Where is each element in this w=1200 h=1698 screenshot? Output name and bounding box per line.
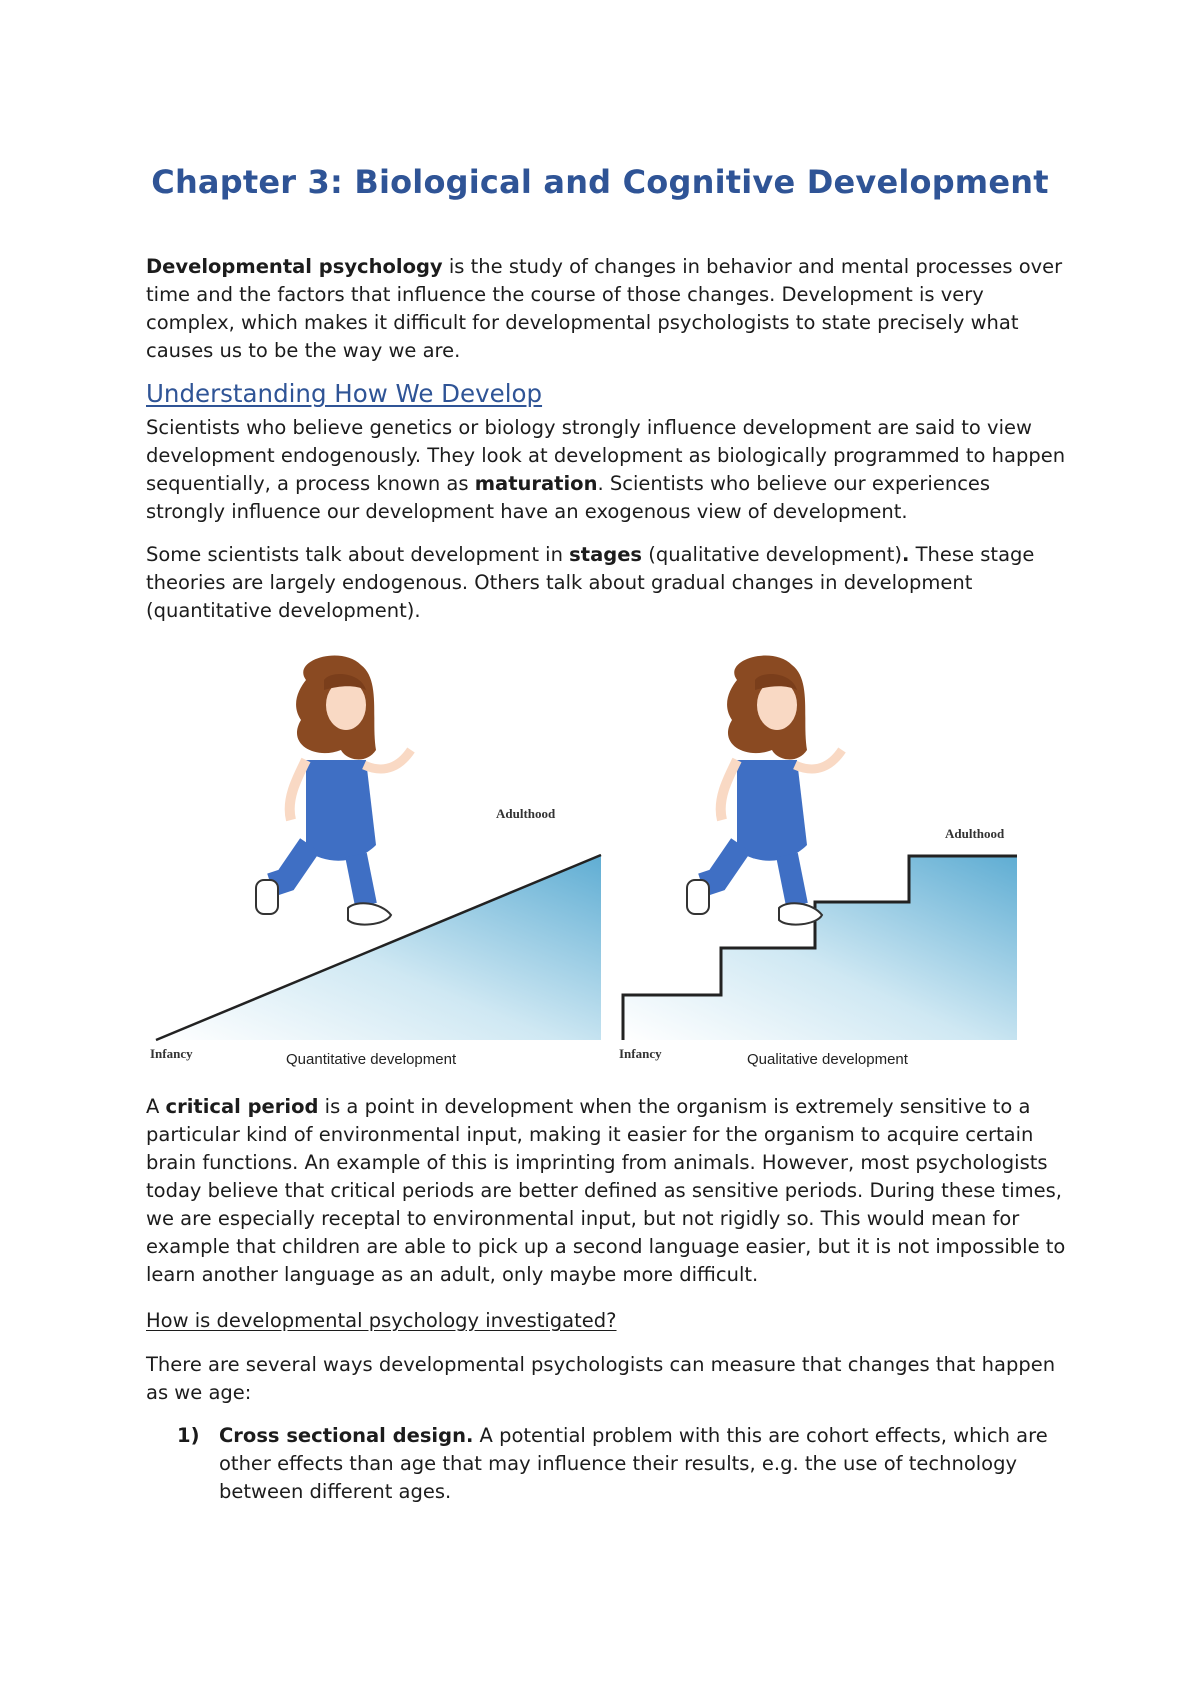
stages-text-c: These stage theories are largely endogenous. Others talk about gradual changes in development (quantitative development). <box>146 543 1035 622</box>
stages-paragraph <box>146 541 1066 625</box>
left-caption: Quantitative development <box>286 1051 457 1068</box>
stairs-fill <box>623 856 1017 1040</box>
list-item-term: Cross sectional design. <box>219 1424 474 1447</box>
maturation-text-a: Scientists who believe genetics or biology strongly influence development are said to view development endogenously. They look at development as biologically programmed to happen sequentially, a process known as <box>146 416 1066 495</box>
stages-dot: . <box>902 543 910 566</box>
critical-text-a: A <box>146 1095 166 1118</box>
maturation-term: maturation <box>474 472 598 495</box>
list-item-text: A potential problem with this are cohort effects, which are other effects than age that may influence their results, e.g. the use of technology between different ages. <box>219 1424 1048 1503</box>
stages-text-a: Some scientists talk about development in <box>146 543 570 566</box>
girl-walking-illustration <box>256 656 411 925</box>
right-infancy-label: Infancy <box>619 1046 662 1061</box>
investigation-subheading: How is developmental psychology investigated? <box>146 1309 617 1332</box>
girl-climbing-illustration <box>687 656 842 925</box>
qualitative-development-figure <box>617 640 1077 1070</box>
right-adulthood-label: Adulthood <box>945 826 1005 841</box>
right-caption: Qualitative development <box>747 1051 908 1068</box>
list-item <box>219 1422 1059 1506</box>
intro-term: Developmental psychology <box>146 255 443 278</box>
left-infancy-label: Infancy <box>150 1046 193 1061</box>
section-heading-understanding: Understanding How We Develop <box>146 379 543 408</box>
investigation-intro: There are several ways developmental psychologists can measure that changes that happen as we age: <box>146 1353 1056 1404</box>
left-adulthood-label: Adulthood <box>496 806 556 821</box>
maturation-text-b: . Scientists who believe our experiences strongly influence our development have an exogenous view of development. <box>146 472 991 523</box>
stages-text-b: (qualitative development) <box>642 543 903 566</box>
maturation-paragraph <box>146 414 1066 526</box>
page-title: Chapter 3: Biological and Cognitive Development <box>151 163 1049 201</box>
critical-period-paragraph <box>146 1093 1066 1289</box>
list-item-number: 1) <box>177 1424 200 1447</box>
intro-text: is the study of changes in behavior and mental processes over time and the factors that influence the course of those changes. Development is very complex, which makes it difficult for developmental psychologists to state precisely what causes us to be the way we are. <box>146 255 1063 362</box>
quantitative-development-figure <box>146 640 606 1070</box>
critical-term: critical period <box>165 1095 319 1118</box>
critical-text-b: is a point in development when the organism is extremely sensitive to a particular kind of environmental input, making it easier for the organism to acquire certain brain functions. An example of this is imprinting from animals. However, most psychologists today believe that critical periods are better defined as sensitive periods. During these times, we are especially receptal to environmental input, but not rigidly so. This would mean for example that children are able to pick up a second language easier, but it is not impossible to learn another language as an adult, only maybe more difficult. <box>146 1095 1066 1286</box>
stages-term: stages <box>569 543 643 566</box>
intro-paragraph <box>146 253 1066 365</box>
